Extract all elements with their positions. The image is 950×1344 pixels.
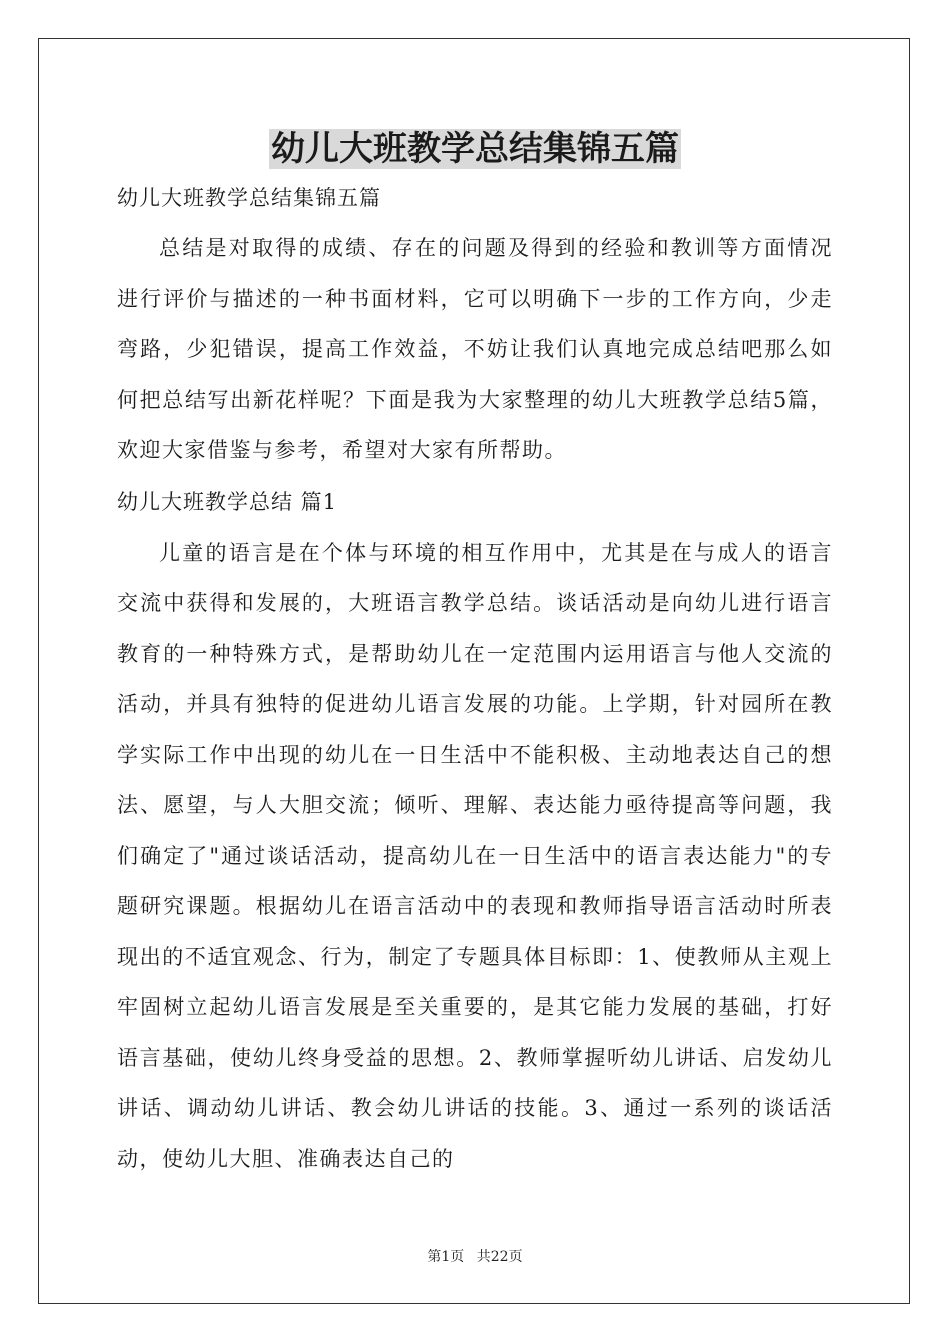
- document-title-text: 幼儿大班教学总结集锦五篇: [271, 129, 679, 169]
- page-number: 第1页: [427, 1249, 465, 1265]
- document-title: [117, 125, 833, 173]
- section-heading: 幼儿大班教学总结 篇1: [117, 489, 338, 514]
- page-footer: [0, 1246, 950, 1266]
- total-pages: 共22页: [476, 1249, 523, 1265]
- section-paragraph: 儿童的语言是在个体与环境的相互作用中，尤其是在与成人的语言交流中获得和发展的，大班语言教学总结。谈话活动是向幼儿进行语言教育的一种特殊方式，是帮助幼儿在一定范围内运用语言与他人交流的活动，并具有独特的促进幼儿语言发展的功能。上学期，针对园所在教学实际工作中出现的幼儿在一日生活中不能积极、主动地表达自己的想法、愿望，与人大胆交流；倾听、理解、表达能力亟待提高等问题，我们确定了"通过谈话活动，提高幼儿在一日生活中的语言表达能力"的专题研究课题。根据幼儿在语言活动中的表现和教师指导语言活动时所表现出的不适宜观念、行为，制定了专题具体目标即：1、使教师从主观上牢固树立起幼儿语言发展是至关重要的，是其它能力发展的基础，打好语言基础，使幼儿终身受益的思想。2、教师掌握听幼儿讲话、启发幼儿讲话、调动幼儿讲话、教会幼儿讲话的技能。3、通过一系列的谈话活动，使幼儿大胆、准确表达自己的: [117, 540, 833, 1171]
- document-subtitle: 幼儿大班教学总结集锦五篇: [117, 186, 381, 210]
- document-body: [117, 125, 833, 1184]
- intro-paragraph: 总结是对取得的成绩、存在的问题及得到的经验和教训等方面情况进行评价与描述的一种书面材料，它可以明确下一步的工作方向，少走弯路，少犯错误，提高工作效益，不妨让我们认真地完成总结吧那么如何把总结写出新花样呢？下面是我为大家整理的幼儿大班教学总结5篇，欢迎大家借鉴与参考，希望对大家有所帮助。: [117, 236, 833, 462]
